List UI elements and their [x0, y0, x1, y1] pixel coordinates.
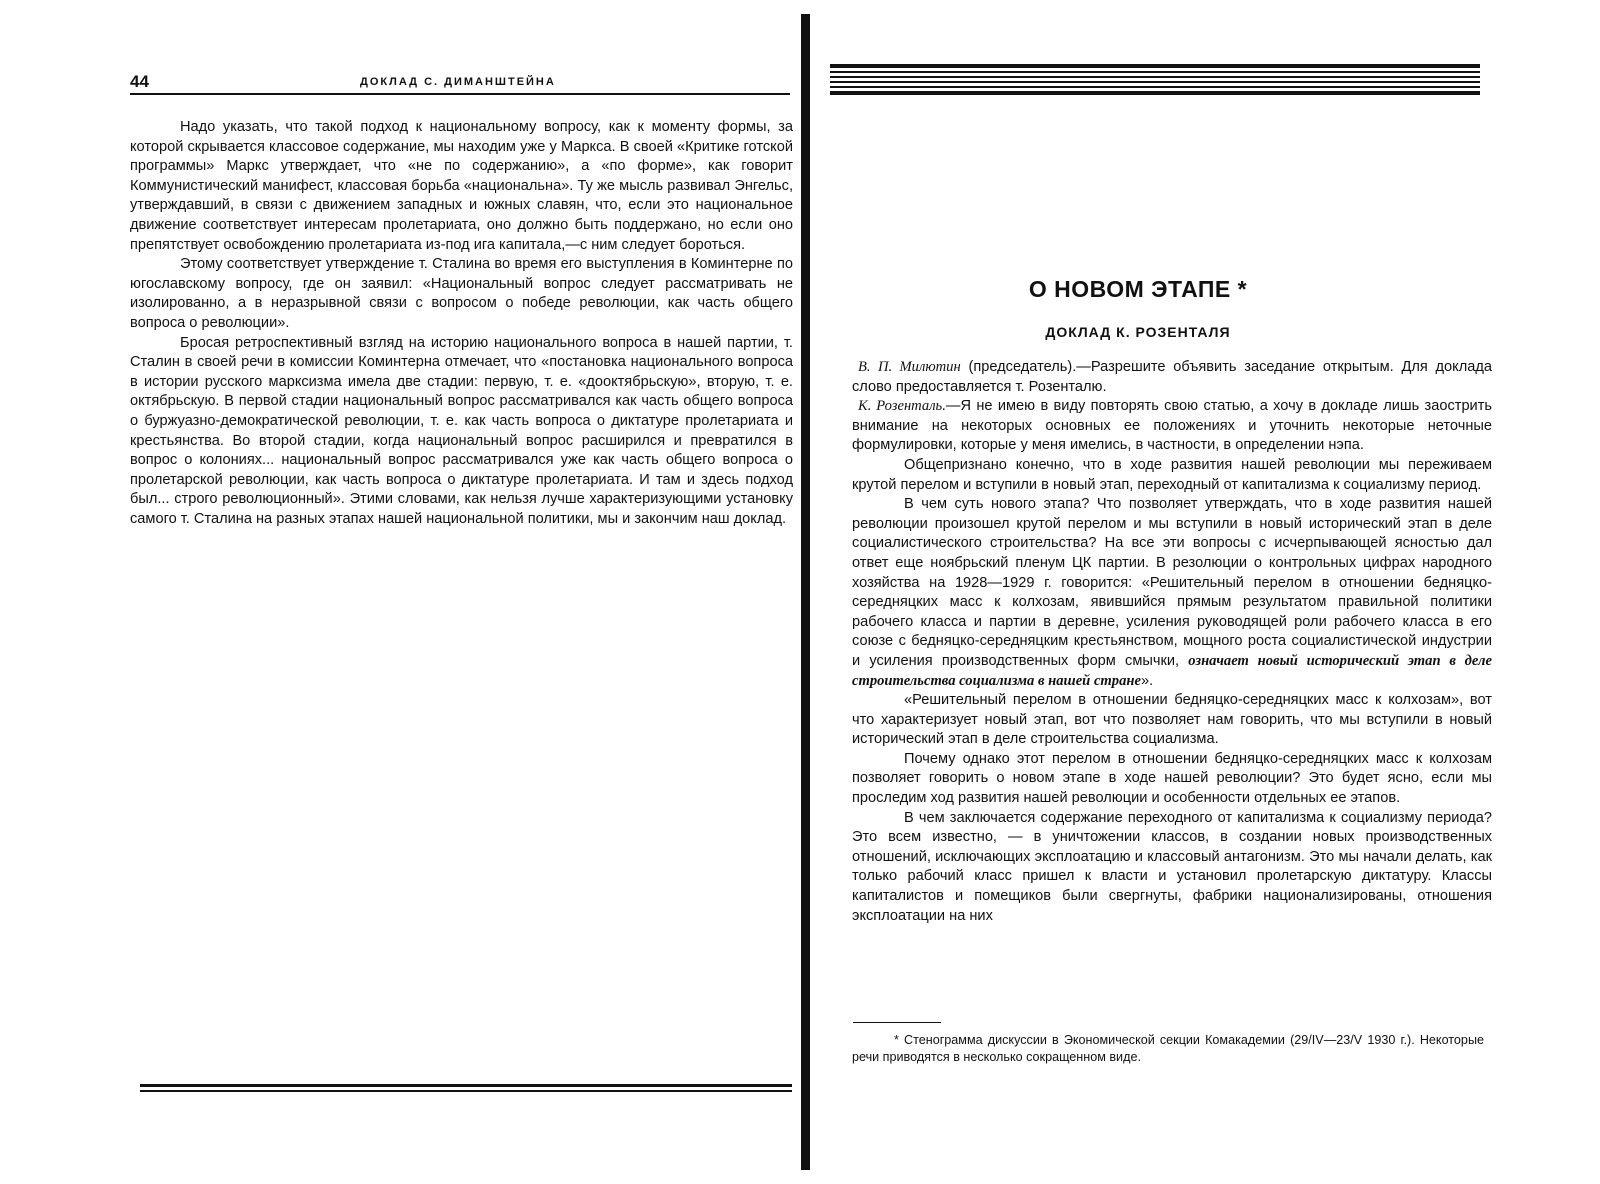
paragraph: «Решительный перелом в отношении бедняцко-середняцких масс к колхозам», вот что характеризует новый этап, вот что позволяет нам говорить, что мы вступили в новый исторический этап в деле строительства социализма. — [852, 692, 1492, 748]
paragraph — [852, 495, 1492, 691]
paragraph-text: В чем суть нового этапа? Что позволяет утверждать, что в ходе развития нашей революции произошел крутой перелом и мы вступили в новый исторический этап в деле социалистического строительства? На все эти вопросы с исчерпывающей ясностью дал ответ еще ноябрьский пленум ЦК партии. В резолюции о контрольных цифрах народного хозяйства на 1928—1929 г. говорится: «Решительный перелом в отношении бедняцко-середняцких масс к колхозам, явившийся прямым результатом правильной политики рабочего класса и партии в деревне, усиления руководящей роли рабочего класса в его союзе с бедняцко-середняцким крестьянством, мощного роста социалистической индустрии и усиления производственных форм смычки, — [852, 496, 1492, 669]
paragraph — [852, 358, 1492, 397]
left-body-text — [130, 118, 793, 529]
article-subtitle: ДОКЛАД К. РОЗЕНТАЛЯ — [1045, 324, 1231, 340]
paragraph: Почему однако этот перелом в отношении бедняцко-середняцких масс к колхозам позволяет говорить о новом этапе в ходе нашей революции? Это будет ясно, если мы проследим ход развития нашей революции и особенности отдельных ее этапов. — [852, 750, 1492, 807]
paragraph: Надо указать, что такой подход к национальному вопросу, как к моменту формы, за которой скрывается классовое содержание, мы находим уже у Маркса. В своей «Критике готской программы» Маркс утверждает, что «не по содержанию», а «по форме», как говорит Коммунистический манифест, классовая борьба «национальна». Ту же мысль развивал Энгельс, утверждавший, в связи с движением западных и южных славян, что, если это национальное движение соответствует интересам пролетариата, оно должно быть поддержано, но если оно препятствует освобождению пролетариата из-под ига капитала,—с ним следует бороться. — [130, 119, 793, 253]
paragraph: Общепризнано конечно, что в ходе развития нашей революции мы переживаем крутой перелом и вступили в новый этап, переходный от капитализма к социализму период. — [852, 456, 1492, 493]
speaker-name: К. Розенталь. — [858, 398, 946, 415]
right-body-text — [852, 358, 1492, 926]
top-rule — [830, 64, 1480, 98]
running-head: ДОКЛАД С. ДИМАНШТЕЙНА — [360, 76, 556, 88]
paragraph: В чем заключается содержание переходного от капитализма к социализму периода? Это всем известно, — в уничтожении классов, в создании новых производственных отношений, исключающих эксплоатацию и классовый антагонизм. Это мы начали делать, как только рабочий класс пришел к власти и установил пролетарскую диктатуру. Классы капиталистов и помещиков были свергнуты, фабрики национализированы, отношения эксплоатации на них — [852, 809, 1492, 924]
paragraph: Бросая ретроспективный взгляд на историю национального вопроса в нашей партии, т. Сталин в своей речи в комиссии Коминтерна отмечает, что «постановка национального вопроса в истории русского марксизма имела две стадии: первую, т. е. «дооктябрьскую», вторую, т. е. октябрьскую. В первой стадии национальный вопрос рассматривался как часть общего вопроса о буржуазно-демократической революции, т. е. как часть вопроса о диктатуре пролетариата и крестьянства. Во второй стадии, когда национальный вопрос расширился и превратился в вопрос о колониях... национальный вопрос рассматривался уже как часть общего вопроса о пролетарской революции, как часть вопроса о диктатуре пролетариата. И там и здесь подход был... строго революционный». Этими словами, как нельзя лучше характеризующими установку самого т. Сталина на разных этапах нашей национальной политики, мы и закончим наш доклад. — [130, 334, 793, 527]
paragraph: Этому соответствует утверждение т. Сталина во время его выступления в Коминтерне по югославскому вопросу, где он заявил: «Национальный вопрос следует рассматривать не изолированно, а в неразрывной связи с вопросом о победе революции, как часть общего вопроса о революции». — [130, 256, 793, 331]
paragraph-text: —Я не имею в виду повторять свою статью, а хочу в докладе лишь заострить внимание на некоторых основных ее положениях и уточнить некоторые неточные формулировки, которые у меня имелись, в частности, в определении нэпа. — [852, 398, 1492, 454]
bottom-rule — [140, 1084, 792, 1095]
header-rule — [130, 93, 790, 95]
speaker-name: В. П. Милютин — [858, 359, 961, 375]
footnote: * Стенограмма дискуссии в Экономической секции Комакадемии (29/IV—23/V 1930 г.). Некоторые речи приводятся в несколько сокращенном виде. — [852, 1033, 1484, 1064]
page-number: 44 — [130, 72, 149, 91]
emphasis-text: означает новый исторический этап в деле строительства социализма в нашей стране — [852, 652, 1492, 689]
right-page — [808, 0, 1600, 1184]
article-title: О НОВОМ ЭТАПЕ * — [1028, 276, 1248, 302]
footnote-rule — [853, 1022, 941, 1023]
paragraph — [852, 397, 1492, 456]
paragraph-text: ». — [1140, 672, 1154, 689]
paragraph-text: (председатель).—Разрешите объявить заседание открытым. Для доклада слово предоставляется т. Розенталю. — [852, 359, 1492, 395]
